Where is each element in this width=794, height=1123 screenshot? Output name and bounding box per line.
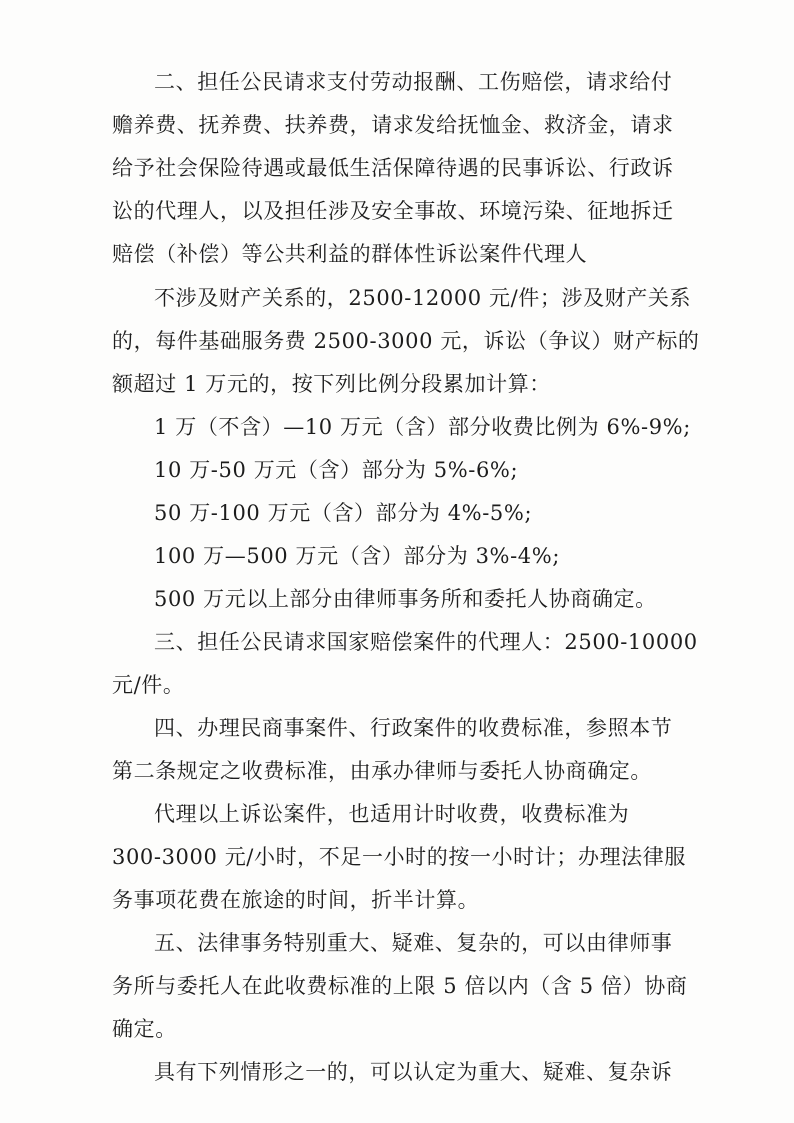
text-line: 第二条规定之收费标准，由承办律师与委托人协商确定。: [112, 759, 652, 783]
text-line: 三、担任公民请求国家赔偿案件的代理人：2500-10000: [154, 630, 698, 654]
text-line: 额超过 1 万元的，按下列比例分段累加计算：: [112, 372, 551, 396]
text-line: 五、法律事务特别重大、疑难、复杂的，可以由律师事: [154, 931, 673, 955]
text-line: 10 万-50 万元（含）部分为 5%-6%;: [154, 458, 519, 482]
text-line: 二、担任公民请求支付劳动报酬、工伤赔偿，请求给付: [154, 70, 673, 94]
text-line: 300-3000 元/小时，不足一小时的按一小时计；办理法律服: [112, 845, 686, 869]
text-line: 500 万元以上部分由律师事务所和委托人协商确定。: [154, 587, 657, 611]
text-line: 的，每件基础服务费 2500-3000 元，诉讼（争议）财产标的: [112, 329, 700, 353]
text-line: 务所与委托人在此收费标准的上限 5 倍以内（含 5 倍）协商: [112, 974, 688, 998]
text-line: 具有下列情形之一的，可以认定为重大、疑难、复杂诉: [154, 1060, 673, 1084]
text-line: 100 万—500 万元（含）部分为 3%-4%;: [154, 544, 560, 568]
text-line: 元/件。: [112, 673, 185, 697]
text-line: 四、办理民商事案件、行政案件的收费标准，参照本节: [154, 716, 673, 740]
text-line: 给予社会保险待遇或最低生活保障待遇的民事诉讼、行政诉: [112, 156, 674, 180]
text-line: 确定。: [112, 1017, 177, 1041]
text-line: 不涉及财产关系的，2500-12000 元/件；涉及财产关系: [154, 286, 692, 310]
text-line: 赡养费、抚养费、扶养费，请求发给抚恤金、救济金，请求: [112, 113, 674, 137]
text-line: 1 万（不含）—10 万元（含）部分收费比例为 6%-9%;: [154, 415, 691, 439]
text-line: 50 万-100 万元（含）部分为 4%-5%;: [154, 501, 533, 525]
text-line: 代理以上诉讼案件，也适用计时收费，收费标准为: [154, 802, 630, 826]
text-line: 赔偿（补偿）等公共利益的群体性诉讼案件代理人: [112, 242, 588, 266]
text-line: 务事项花费在旅途的时间，折半计算。: [112, 888, 480, 912]
text-line: 讼的代理人，以及担任涉及安全事故、环境污染、征地拆迁: [112, 199, 674, 223]
